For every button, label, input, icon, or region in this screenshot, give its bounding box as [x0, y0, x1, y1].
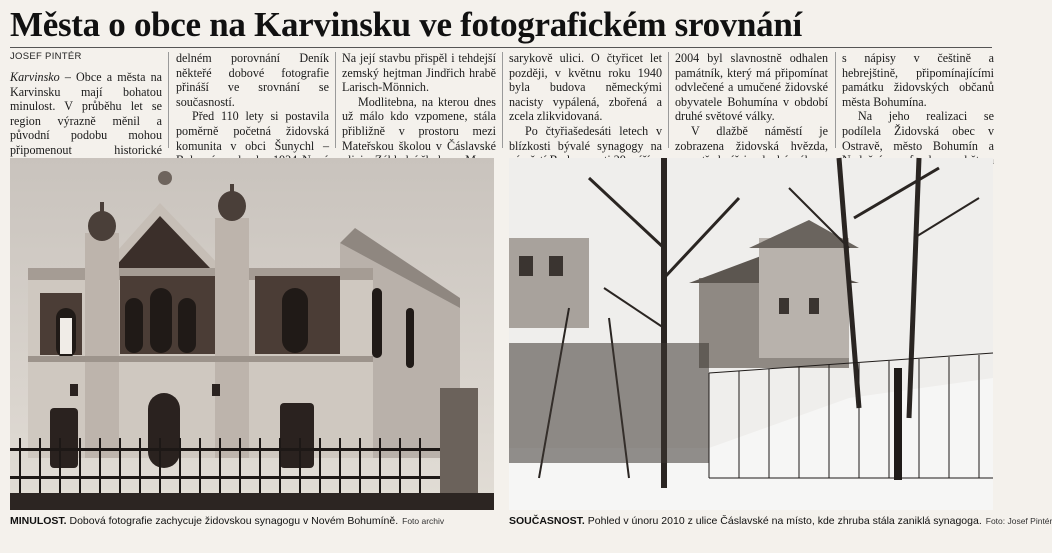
article-column-2	[176, 51, 329, 151]
caption-text: Pohled v únoru 2010 z ulice Čáslavské na místo, kde zhruba stála zaniklá synagoga.	[584, 515, 982, 527]
column-6-paragraph-2: Na jeho realizaci se podílela Židovská obec v Ostravě, město Bohumín a	[842, 109, 994, 153]
snow-scene-illustration	[509, 158, 993, 510]
present-day-site-photo	[509, 158, 993, 510]
column-6-paragraph-1: s nápisy v češtině a hebrejštině, připomínajícími památku židovských občanů města Bohumína.	[842, 51, 994, 109]
column-4-paragraph-1: sarykově ulici. O čtyřicet let později, v květnu roku 1940 byla budova německými nacisty vypálená, zbořená a zcela zlikvidovaná.	[509, 51, 662, 124]
column-divider	[335, 52, 336, 148]
column-divider	[502, 52, 503, 148]
caption-label: MINULOST.	[10, 515, 67, 527]
synagogue-illustration	[10, 158, 494, 510]
headline-rule	[10, 47, 992, 48]
article-column-6	[842, 51, 994, 151]
article-column-1	[10, 70, 162, 157]
column-4-paragraph-2: Po čtyřiašedesáti letech v blízkosti bývalé synagogy na	[509, 123, 662, 153]
column-5-paragraph-2: V dlažbě náměstí je zobrazena židovská hvězda,	[675, 123, 828, 153]
column-divider	[668, 52, 669, 148]
column-divider	[835, 52, 836, 148]
article-headline: Města o obce na Karvinsku ve fotografickém srovnání	[10, 5, 802, 44]
column-divider	[168, 52, 169, 148]
article-column-4	[509, 51, 662, 151]
article-column-3	[342, 51, 496, 151]
column-2-paragraph-1: delném porovnání Deník někteřé dobové fotografie přináší ve srovnání se současností.	[176, 51, 329, 109]
photo-credit: Foto: Josef Pintér	[985, 516, 1052, 526]
column-3-paragraph-1: Na její stavbu přispěl i tehdejší zemský hejtman Jindřich hrabě Larisch-Mönnich.	[342, 51, 496, 95]
paragraph-text: – Obce a města na Karvinsku mají bohatou minulost. V průběhu let se region výrazně měnil a původní podobu mohou připomenout historické	[10, 70, 162, 157]
photo-credit: Foto archiv	[402, 516, 445, 526]
column-1-paragraph-1	[10, 70, 162, 172]
caption-text: Dobová fotografie zachycuje židovskou synagogu v Novém Bohumíně.	[66, 515, 399, 527]
article-column-5	[675, 51, 828, 151]
right-photo-caption	[509, 515, 1052, 527]
column-3-paragraph-2: Modlitebna, na kterou dnes už málo kdo vzpomene, stála přibližně v prostoru mezi Mateřskou školou v Čáslavské	[342, 94, 496, 153]
author-byline: JOSEF PINTÉR	[10, 51, 82, 62]
dateline: Karvinsko	[10, 70, 60, 84]
caption-label: SOUČASNOST.	[509, 515, 585, 527]
left-photo-caption	[10, 515, 444, 527]
column-5-paragraph-1: 2004 byl slavnostně odhalen památník, který má připomínat odvlečené a umučené židovské obyvatele Bohumína v období druhé světové války.	[675, 51, 828, 124]
historic-synagogue-photo	[10, 158, 494, 510]
column-2-paragraph-2: Před 110 lety si postavila poměrně početná židovská komunita v obci Šunychl –	[176, 109, 329, 153]
